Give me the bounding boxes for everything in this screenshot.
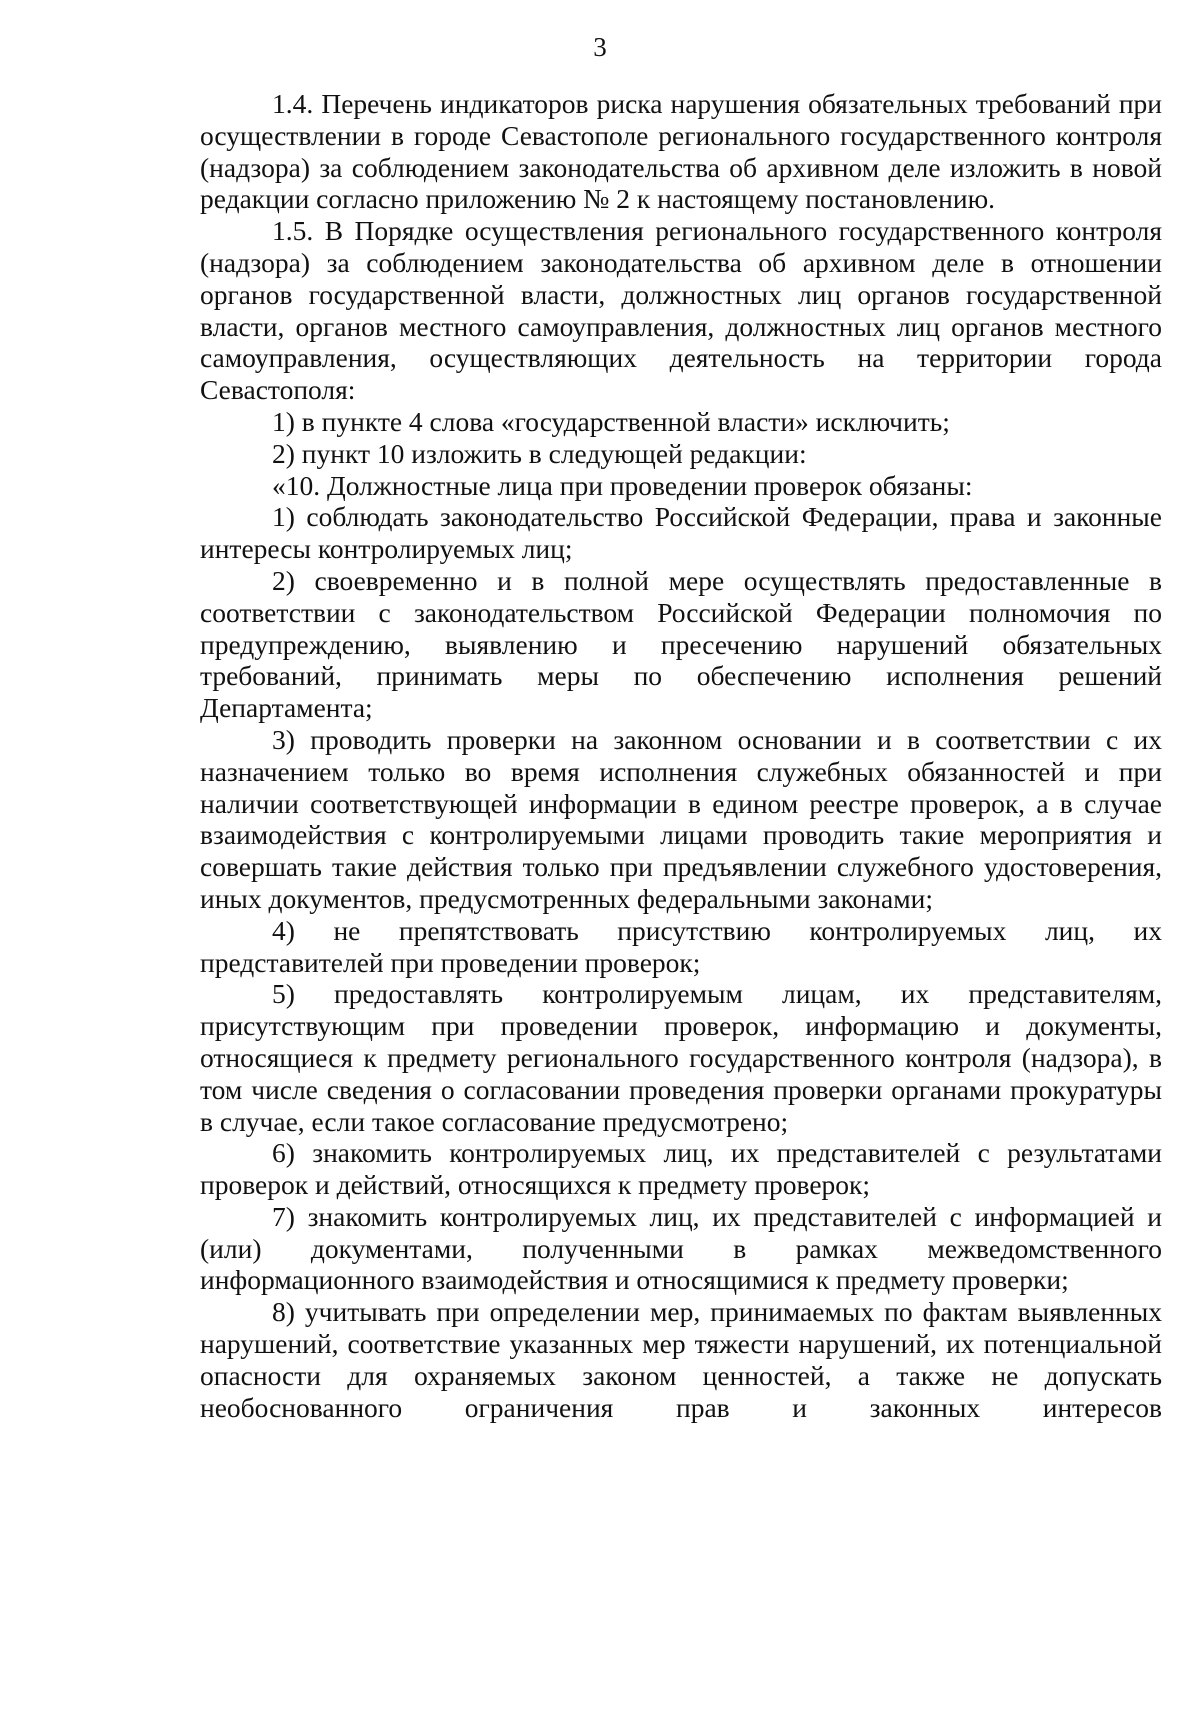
paragraph-1-4: 1.4. Перечень индикаторов риска нарушения обязательных требований при осуществлении в городе Севастополе регионального государственного контроля (надзора) за соблюдением законодательства об архивном деле изложить в новой редакции согласно приложению № 2 к настоящему постановлению. [200, 88, 1162, 215]
paragraph-clause-10: «10. Должностные лица при проведении проверок обязаны: [272, 469, 973, 501]
paragraph-duty-2: 2) своевременно и в полной мере осуществлять предоставленные в соответствии с законодательством Российской Федерации полномочия по предупреждению, выявлению и пресечению нарушений обязательных требований, принимать меры по обеспечению исполнения решений Департамента; [200, 564, 1162, 724]
paragraph-duty-1: 1) соблюдать законодательство Российской Федерации, права и законные интересы контролируемых лиц; [200, 501, 1162, 565]
paragraph-duty-8: 8) учитывать при определении мер, принимаемых по фактам выявленных нарушений, соответствие указанных мер тяжести нарушений, их потенциальной опасности для охраняемых законом ценностей, а также не допускать необоснованного ограничения прав и законных интересов [200, 1296, 1162, 1423]
paragraph-duty-6: 6) знакомить контролируемых лиц, их представителей с результатами проверок и действий, относящихся к предмету проверок; [200, 1137, 1162, 1201]
paragraph-duty-4: 4) не препятствовать присутствию контролируемых лиц, их представителей при проведении проверок; [200, 914, 1162, 978]
document-body [200, 88, 1162, 1423]
paragraph-duty-7: 7) знакомить контролируемых лиц, их представителей с информацией и (или) документами, полученными в рамках межведомственного информационного взаимодействия и относящимися к предмету проверки; [200, 1200, 1162, 1296]
paragraph-item-1: 1) в пункте 4 слова «государственной власти» исключить; [272, 405, 950, 437]
paragraph-duty-3: 3) проводить проверки на законном основании и в соответствии с их назначением только во время исполнения служебных обязанностей и при наличии соответствующей информации в едином реестре проверок, а в случае взаимодействия с контролируемыми лицами проводить такие мероприятия и совершать такие действия только при предъявлении служебного удостоверения, иных документов, предусмотренных федеральными законами; [200, 723, 1162, 914]
paragraph-item-2: 2) пункт 10 изложить в следующей редакции: [272, 437, 807, 469]
paragraph-duty-5: 5) предоставлять контролируемым лицам, их представителям, присутствующим при проведении проверок, информацию и документы, относящиеся к предмету регионального государственного контроля (надзора), в том числе сведения о согласовании проведения проверки органами прокуратуры в случае, если такое согласование предусмотрено; [200, 978, 1162, 1137]
page-number: 3 [593, 32, 607, 62]
paragraph-1-5: 1.5. В Порядке осуществления регионального государственного контроля (надзора) за соблюдением законодательства об архивном деле в отношении органов государственной власти, должностных лиц органов государственной власти, органов местного самоуправления, должностных лиц органов местного самоуправления, осуществляющих деятельность на территории города Севастополя: [200, 215, 1162, 406]
